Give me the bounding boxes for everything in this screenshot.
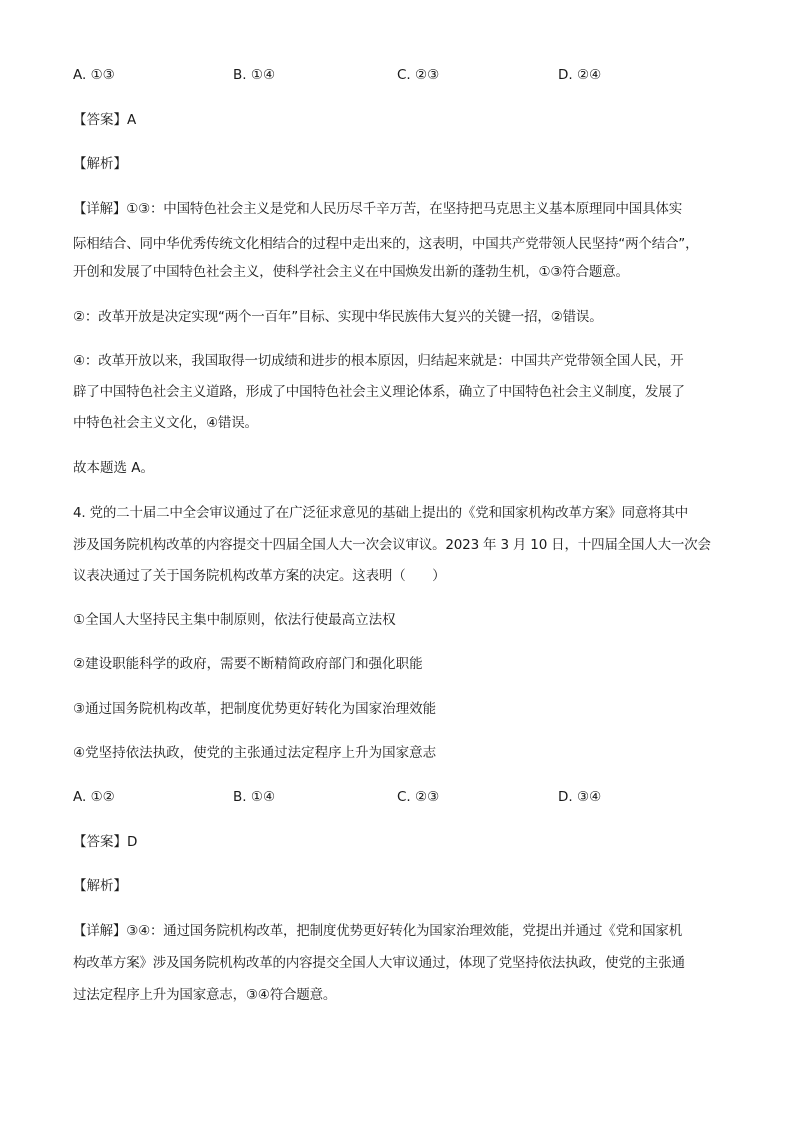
- q3-option-a: A. ①③: [73, 67, 115, 83]
- q4-statement-2: ②建设职能科学的政府，需要不断精简政府部门和强化职能: [73, 656, 423, 672]
- q4-detail-line-2: 构改革方案》涉及国务院机构改革的内容提交全国人大审议通过，体现了党坚持依法执政，使党的主张通: [73, 955, 685, 971]
- q3-detail-line-2: 际相结合、同中华优秀传统文化相结合的过程中走出来的，这表明，中国共产党带领人民坚持“两个结合”，: [73, 236, 699, 252]
- q3-point-2: ②：改革开放是决定实现“两个一百年”目标、实现中华民族伟大复兴的关键一招，②错误。: [73, 309, 603, 325]
- q3-conclusion: 故本题选 A。: [73, 460, 155, 476]
- q4-answer: 【答案】D: [73, 834, 138, 850]
- q3-point-4-line-1: ④：改革开放以来，我国取得一切成绩和进步的根本原因，归结起来就是：中国共产党带领全国人民，开: [73, 353, 684, 369]
- q3-answer: 【答案】A: [73, 112, 137, 128]
- q4-stem-line-1: 4. 党的二十届二中全会审议通过了在广泛征求意见的基础上提出的《党和国家机构改革方案》同意将其中: [73, 505, 689, 521]
- q3-option-c: C. ②③: [397, 67, 440, 83]
- q4-statement-1: ①全国人大坚持民主集中制原则，依法行使最高立法权: [73, 612, 396, 628]
- q4-option-c: C. ②③: [397, 789, 440, 805]
- q4-option-d: D. ③④: [558, 789, 602, 805]
- q4-detail-line-3: 过法定程序上升为国家意志，③④符合题意。: [73, 987, 337, 1003]
- q4-statement-3: ③通过国务院机构改革，把制度优势更好转化为国家治理效能: [73, 701, 437, 717]
- q4-analysis-label: 【解析】: [73, 878, 127, 894]
- q3-option-d: D. ②④: [558, 67, 602, 83]
- q3-option-b: B. ①④: [233, 67, 276, 83]
- q3-detail-line-3: 开创和发展了中国特色社会主义，使科学社会主义在中国焕发出新的蓬勃生机，①③符合题意。: [73, 264, 629, 280]
- q4-option-a: A. ①②: [73, 789, 115, 805]
- q3-point-4-line-3: 中特色社会主义文化，④错误。: [73, 415, 258, 431]
- q4-option-b: B. ①④: [233, 789, 276, 805]
- q3-analysis-label: 【解析】: [73, 156, 127, 172]
- q4-stem-line-3: 议表决通过了关于国务院机构改革方案的决定。这表明（ ）: [73, 568, 446, 584]
- q4-stem-line-2: 涉及国务院机构改革的内容提交十四届全国人大一次会议审议。2023 年 3 月 10 日，十四届全国人大一次会: [73, 537, 711, 553]
- q3-detail-line-1: 【详解】①③：中国特色社会主义是党和人民历尽千辛万苦，在坚持把马克思主义基本原理同中国具体实: [73, 201, 683, 217]
- q4-detail-line-1: 【详解】③④：通过国务院机构改革，把制度优势更好转化为国家治理效能，党提出并通过《党和国家机: [73, 923, 683, 939]
- q4-statement-4: ④党坚持依法执政，使党的主张通过法定程序上升为国家意志: [73, 745, 437, 761]
- q3-point-4-line-2: 辟了中国特色社会主义道路，形成了中国特色社会主义理论体系，确立了中国特色社会主义制度，发展了: [73, 384, 685, 400]
